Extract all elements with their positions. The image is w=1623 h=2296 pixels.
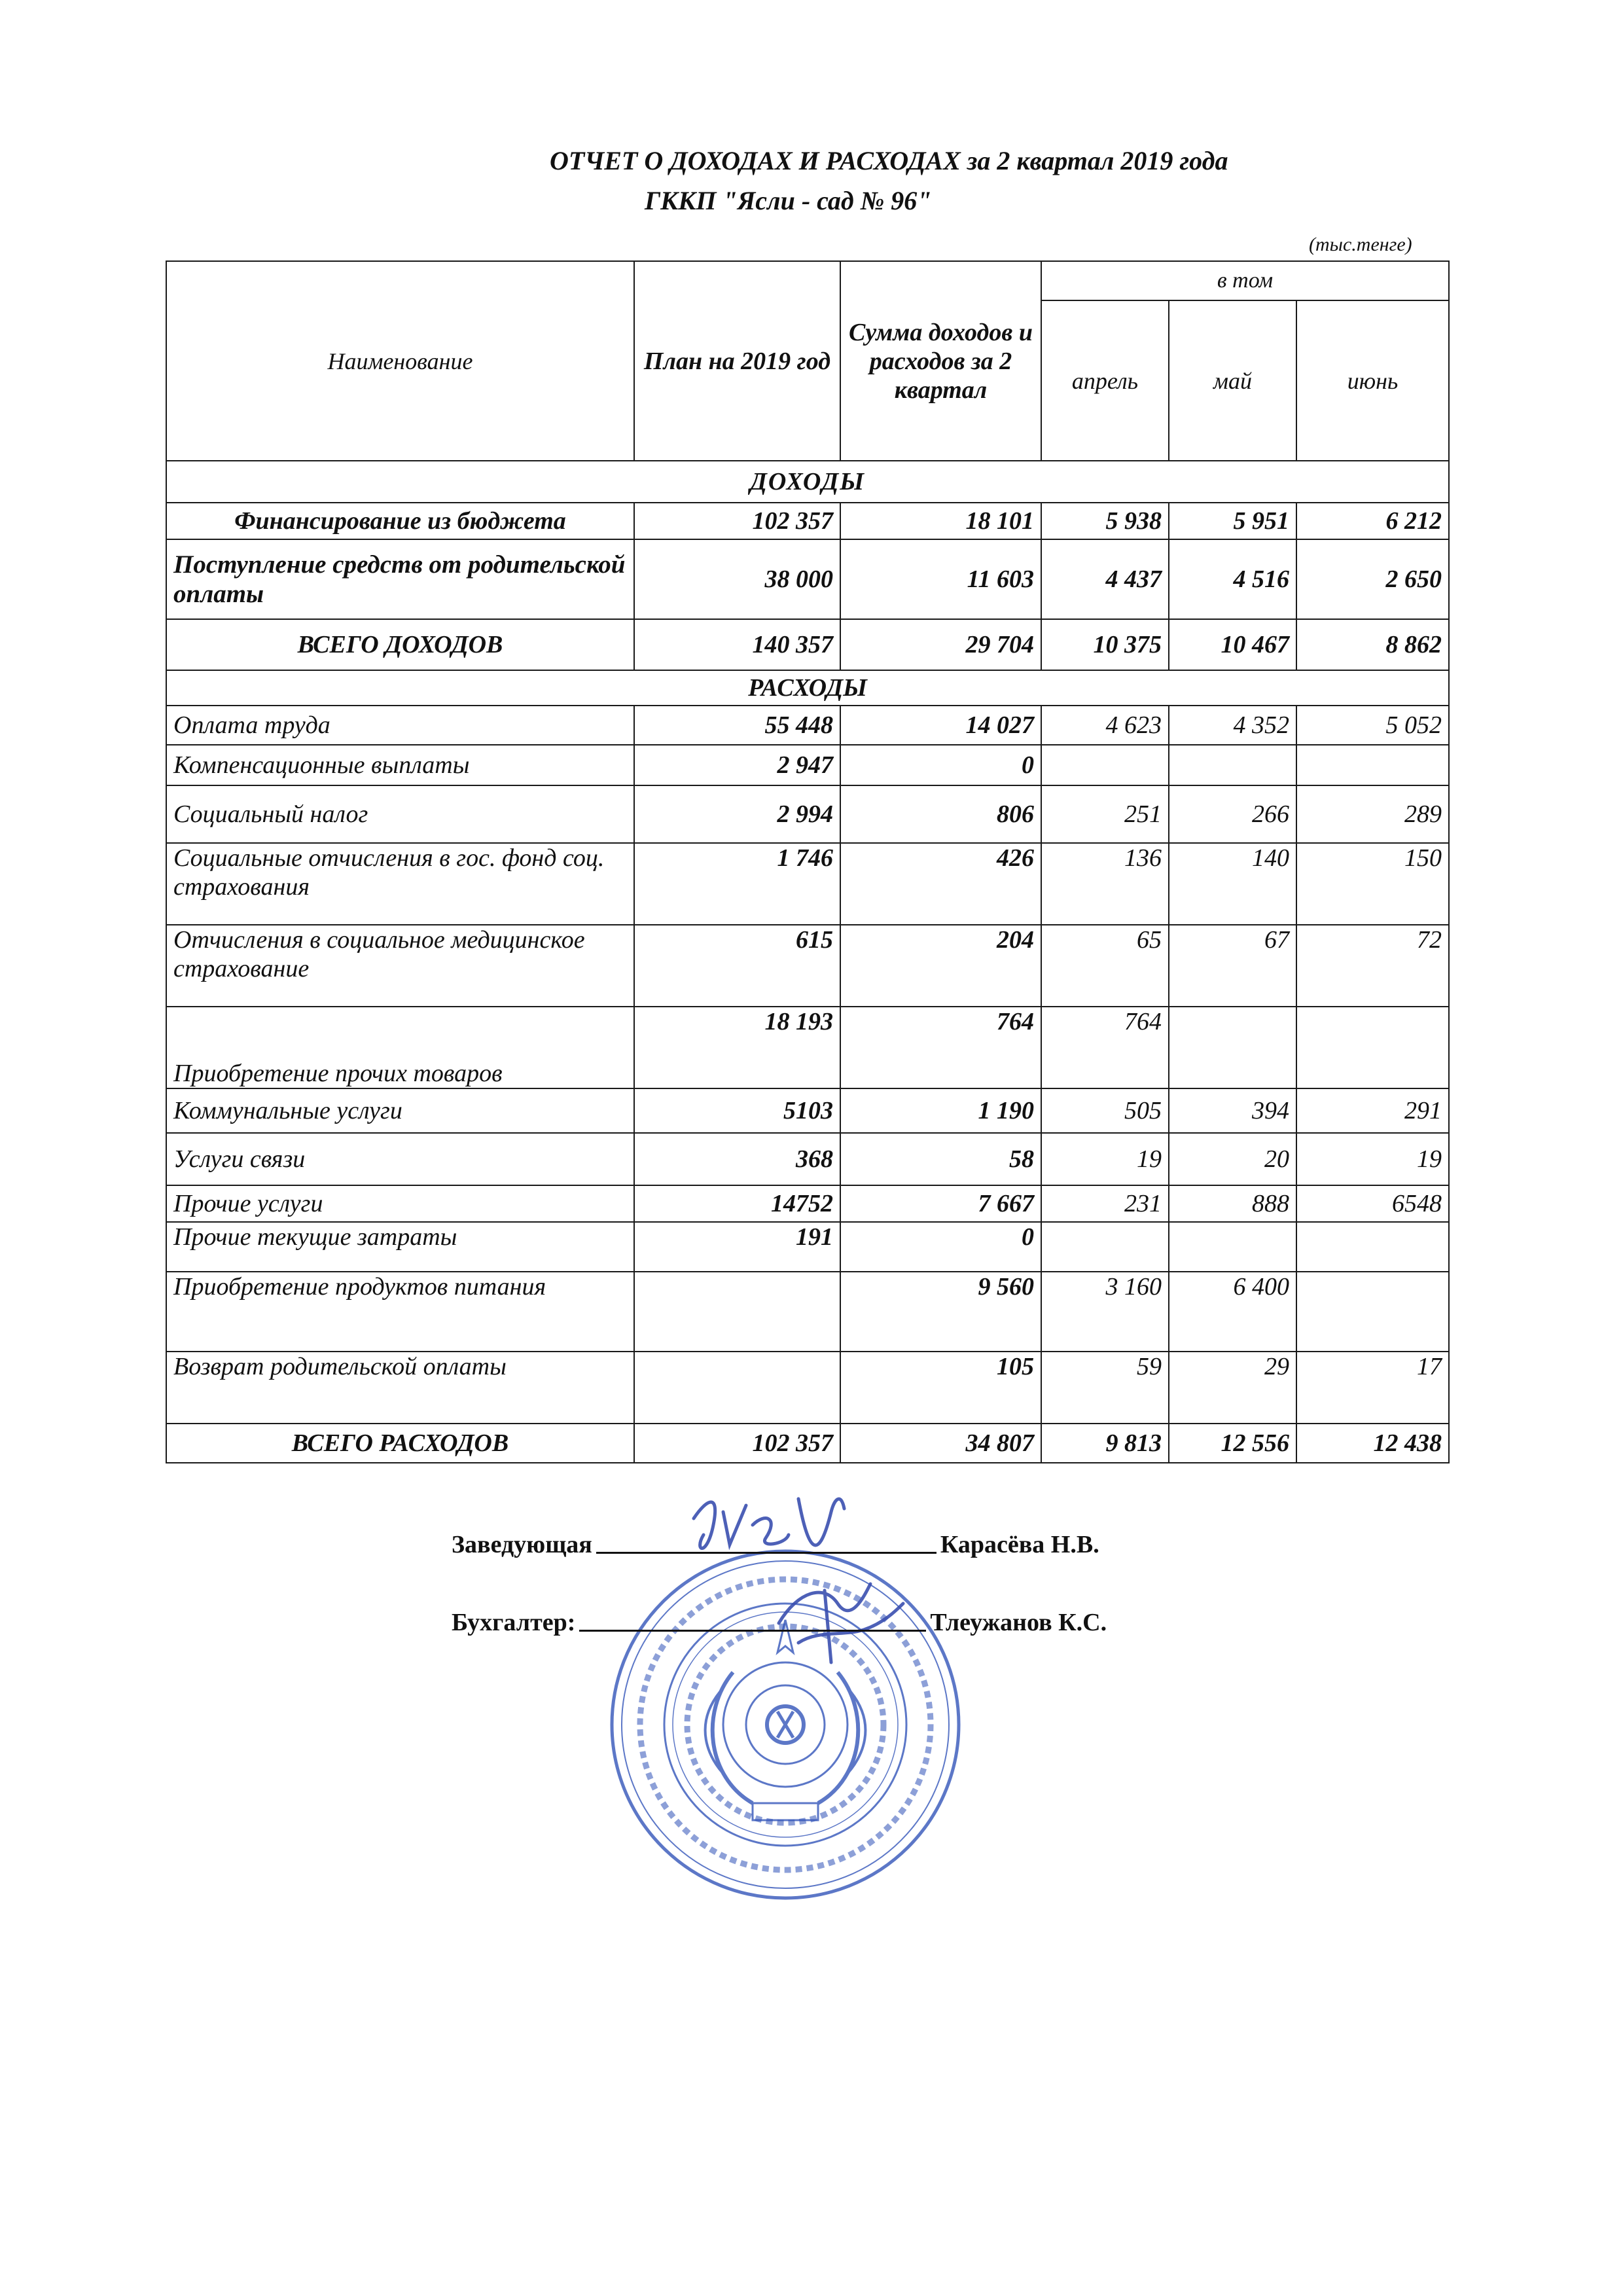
header-sum: Сумма доходов и расходов за 2 квартал <box>840 261 1041 461</box>
row-name: Оплата труда <box>166 706 634 745</box>
cell-sum: 764 <box>840 1007 1041 1088</box>
cell-plan: 5103 <box>634 1088 840 1133</box>
table-row <box>166 843 1449 925</box>
table-row <box>166 1222 1449 1272</box>
cell-may: 6 400 <box>1169 1272 1296 1352</box>
expense-total-row <box>166 1424 1449 1463</box>
row-name: ВСЕГО РАСХОДОВ <box>166 1424 634 1463</box>
cell-plan: 615 <box>634 925 840 1007</box>
cell-plan: 18 193 <box>634 1007 840 1088</box>
cell-plan: 191 <box>634 1222 840 1272</box>
cell-april: 764 <box>1041 1007 1169 1088</box>
cell-may: 4 516 <box>1169 539 1296 619</box>
header-plan: План на 2019 год <box>634 261 840 461</box>
table-row <box>166 785 1449 843</box>
row-name: Возврат родительской оплаты <box>166 1352 634 1424</box>
table-row <box>166 539 1449 619</box>
table-row <box>166 745 1449 785</box>
row-name: Социальный налог <box>166 785 634 843</box>
cell-sum: 806 <box>840 785 1041 843</box>
cell-june <box>1296 1272 1449 1352</box>
cell-april: 251 <box>1041 785 1169 843</box>
cell-sum: 11 603 <box>840 539 1041 619</box>
cell-june: 6548 <box>1296 1185 1449 1222</box>
cell-may <box>1169 1007 1296 1088</box>
cell-june: 2 650 <box>1296 539 1449 619</box>
cell-april: 3 160 <box>1041 1272 1169 1352</box>
cell-sum: 29 704 <box>840 619 1041 670</box>
header-june: июнь <box>1296 300 1449 461</box>
director-signature-line <box>452 1530 1099 1559</box>
cell-sum: 1 190 <box>840 1088 1041 1133</box>
row-name: Компенсационные выплаты <box>166 745 634 785</box>
cell-may: 888 <box>1169 1185 1296 1222</box>
organization-name: ГККП "Ясли - сад № 96" <box>645 186 932 215</box>
cell-may: 67 <box>1169 925 1296 1007</box>
accountant-signature-line <box>452 1608 1107 1637</box>
report-title: ОТЧЕТ О ДОХОДАХ И РАСХОДАХ за 2 квартал 2019 года <box>550 146 1228 175</box>
cell-april: 9 813 <box>1041 1424 1169 1463</box>
cell-june <box>1296 1222 1449 1272</box>
row-name: Приобретение прочих товаров <box>166 1007 634 1088</box>
table-row <box>166 1088 1449 1133</box>
header-group: в том <box>1041 261 1449 300</box>
cell-plan: 368 <box>634 1133 840 1185</box>
cell-april <box>1041 745 1169 785</box>
accountant-label: Бухгалтер: <box>452 1609 576 1636</box>
cell-june: 291 <box>1296 1088 1449 1133</box>
cell-june: 289 <box>1296 785 1449 843</box>
cell-plan: 102 357 <box>634 1424 840 1463</box>
cell-april: 10 375 <box>1041 619 1169 670</box>
row-name: ВСЕГО ДОХОДОВ <box>166 619 634 670</box>
row-name: Приобретение продуктов питания <box>166 1272 634 1352</box>
row-name: Прочие услуги <box>166 1185 634 1222</box>
row-name: Прочие текущие затраты <box>166 1222 634 1272</box>
cell-may <box>1169 1222 1296 1272</box>
income-total-row <box>166 619 1449 670</box>
cell-june <box>1296 1007 1449 1088</box>
cell-plan: 55 448 <box>634 706 840 745</box>
cell-may: 12 556 <box>1169 1424 1296 1463</box>
units-label: (тыс.тенге) <box>1309 234 1412 255</box>
table-row <box>166 925 1449 1007</box>
handwritten-signature-icon <box>668 1473 942 1682</box>
cell-may: 4 352 <box>1169 706 1296 745</box>
cell-may: 266 <box>1169 785 1296 843</box>
cell-april: 65 <box>1041 925 1169 1007</box>
cell-april <box>1041 1222 1169 1272</box>
cell-april: 4 437 <box>1041 539 1169 619</box>
row-name: Коммунальные услуги <box>166 1088 634 1133</box>
cell-june: 150 <box>1296 843 1449 925</box>
table-row <box>166 1007 1449 1088</box>
table-row <box>166 1133 1449 1185</box>
cell-june: 17 <box>1296 1352 1449 1424</box>
director-label: Заведующая <box>452 1531 592 1558</box>
cell-sum: 9 560 <box>840 1272 1041 1352</box>
cell-april: 505 <box>1041 1088 1169 1133</box>
cell-june: 12 438 <box>1296 1424 1449 1463</box>
cell-sum: 426 <box>840 843 1041 925</box>
director-name: Карасёва Н.В. <box>940 1531 1099 1558</box>
cell-june: 19 <box>1296 1133 1449 1185</box>
cell-plan: 14752 <box>634 1185 840 1222</box>
row-name: Финансирование из бюджета <box>166 503 634 539</box>
cell-sum: 0 <box>840 745 1041 785</box>
cell-sum: 14 027 <box>840 706 1041 745</box>
cell-sum: 58 <box>840 1133 1041 1185</box>
cell-sum: 204 <box>840 925 1041 1007</box>
cell-plan: 1 746 <box>634 843 840 925</box>
cell-plan <box>634 1352 840 1424</box>
table-row <box>166 1352 1449 1424</box>
cell-may: 140 <box>1169 843 1296 925</box>
cell-sum: 7 667 <box>840 1185 1041 1222</box>
cell-sum: 0 <box>840 1222 1041 1272</box>
cell-april: 136 <box>1041 843 1169 925</box>
cell-april: 19 <box>1041 1133 1169 1185</box>
header-may: май <box>1169 300 1296 461</box>
cell-sum: 18 101 <box>840 503 1041 539</box>
row-name: Услуги связи <box>166 1133 634 1185</box>
cell-may: 29 <box>1169 1352 1296 1424</box>
cell-plan <box>634 1272 840 1352</box>
row-name: Поступление средств от родительской оплаты <box>166 539 634 619</box>
table-row <box>166 503 1449 539</box>
cell-april: 5 938 <box>1041 503 1169 539</box>
table-row <box>166 1272 1449 1352</box>
cell-sum: 105 <box>840 1352 1041 1424</box>
income-heading: ДОХОДЫ <box>166 461 1449 503</box>
cell-june: 5 052 <box>1296 706 1449 745</box>
cell-may: 5 951 <box>1169 503 1296 539</box>
cell-april: 4 623 <box>1041 706 1169 745</box>
report-table <box>166 260 1450 1463</box>
cell-june: 72 <box>1296 925 1449 1007</box>
cell-plan: 2 947 <box>634 745 840 785</box>
cell-april: 59 <box>1041 1352 1169 1424</box>
cell-may: 20 <box>1169 1133 1296 1185</box>
header-april: апрель <box>1041 300 1169 461</box>
row-name: Отчисления в социальное медицинское страхование <box>166 925 634 1007</box>
cell-plan: 2 994 <box>634 785 840 843</box>
cell-may: 394 <box>1169 1088 1296 1133</box>
header-name: Наименование <box>166 261 634 461</box>
cell-plan: 102 357 <box>634 503 840 539</box>
cell-may: 10 467 <box>1169 619 1296 670</box>
row-name: Социальные отчисления в гос. фонд соц. страхования <box>166 843 634 925</box>
cell-june: 6 212 <box>1296 503 1449 539</box>
expense-heading: РАСХОДЫ <box>166 670 1449 706</box>
accountant-name: Тлеужанов К.С. <box>930 1609 1107 1636</box>
cell-sum: 34 807 <box>840 1424 1041 1463</box>
cell-april: 231 <box>1041 1185 1169 1222</box>
cell-june <box>1296 745 1449 785</box>
cell-june: 8 862 <box>1296 619 1449 670</box>
cell-plan: 140 357 <box>634 619 840 670</box>
cell-may <box>1169 745 1296 785</box>
table-row <box>166 706 1449 745</box>
cell-plan: 38 000 <box>634 539 840 619</box>
table-row <box>166 1185 1449 1222</box>
